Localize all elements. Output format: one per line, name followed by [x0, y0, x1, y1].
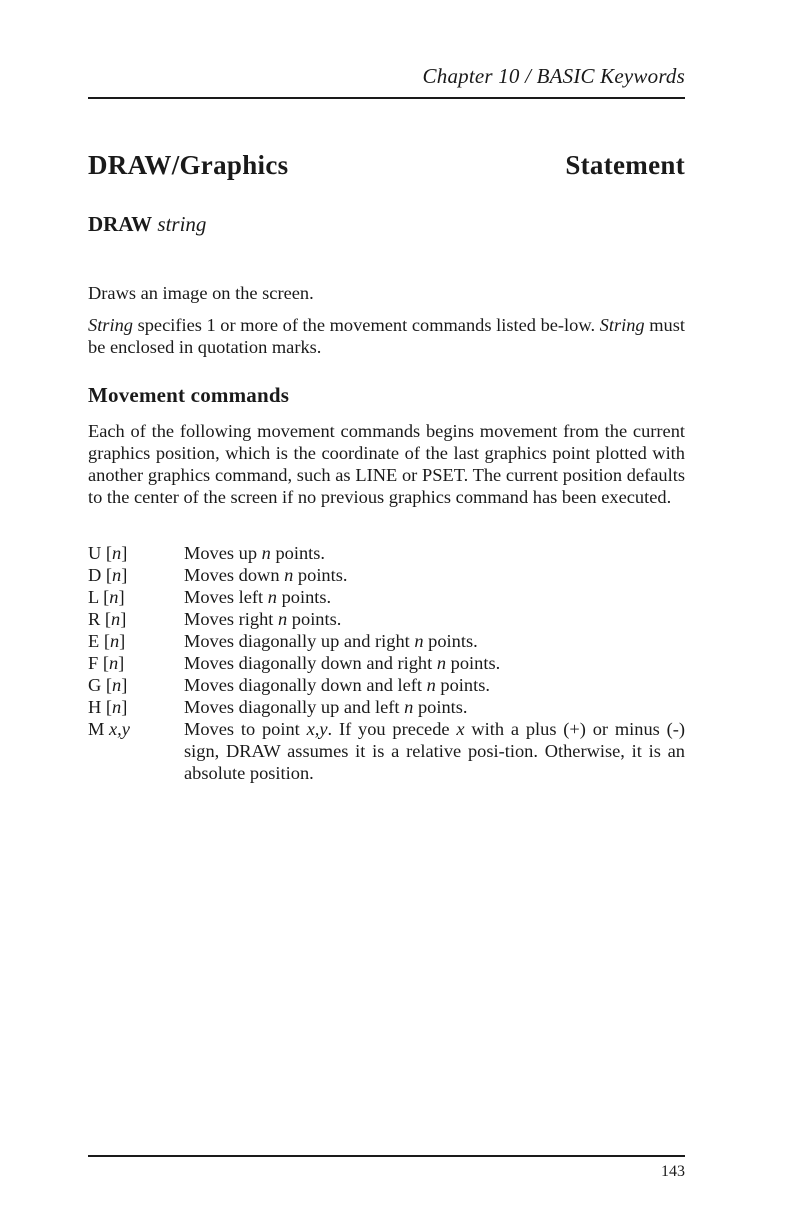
command-row — [88, 542, 685, 564]
page-number: 143 — [661, 1163, 685, 1180]
manual-page — [88, 0, 685, 1211]
command-key: L [n] — [88, 587, 125, 607]
command-key: M x,y — [88, 719, 130, 739]
command-row — [88, 608, 685, 630]
summary-paragraph: Draws an image on the screen. — [88, 283, 314, 303]
string-paragraph — [88, 314, 685, 358]
command-description: Moves diagonally down and left n points. — [184, 675, 490, 695]
header-rule — [88, 97, 685, 99]
command-description: Moves diagonally down and right n points. — [184, 653, 501, 673]
command-row — [88, 652, 685, 674]
syntax-keyword: DRAW — [88, 212, 153, 236]
movement-paragraph: Each of the following movement commands begins movement from the current graphics position, which is the coordinate of the last graphics point plotted with another graphics command, such as LINE or PSET. The current position defaults to the center of the screen if no previous graphics command has been executed. — [88, 421, 685, 507]
command-description: Moves diagonally up and right n points. — [184, 631, 478, 651]
string-desc-part-1: specifies 1 or more of the movement commands listed be-low. — [132, 315, 600, 335]
syntax-line — [88, 212, 206, 237]
command-key: H [n] — [88, 697, 128, 717]
string-desc-part-2: must be enclosed in quotation marks. — [88, 315, 685, 357]
command-description: Moves left n points. — [184, 587, 332, 607]
string-word: String — [88, 315, 133, 335]
command-row — [88, 630, 685, 652]
command-description: Moves right n points. — [184, 609, 342, 629]
command-key: R [n] — [88, 609, 127, 629]
command-key: U [n] — [88, 543, 128, 563]
command-row — [88, 586, 685, 608]
command-key: D [n] — [88, 565, 128, 585]
string-word-repeat: String — [599, 315, 645, 335]
command-description: Moves to point x,y. If you precede x with a plus (+) or minus (-) sign, DRAW assumes it is a relative posi-tion. Otherwise, it is an absolute position. — [184, 719, 685, 783]
command-key: E [n] — [88, 631, 126, 651]
command-key: F [n] — [88, 653, 125, 673]
entry-type: Statement — [565, 150, 685, 180]
footer-rule — [88, 1155, 685, 1157]
command-description: Moves diagonally up and left n points. — [184, 697, 468, 717]
command-list — [88, 542, 685, 784]
command-key: G [n] — [88, 675, 128, 695]
syntax-argument: string — [157, 212, 207, 236]
command-row — [88, 696, 685, 718]
command-description: Moves down n points. — [184, 565, 348, 585]
command-row — [88, 674, 685, 696]
command-description: Moves up n points. — [184, 543, 326, 563]
running-header: Chapter 10 / BASIC Keywords — [422, 64, 685, 88]
section-heading: Movement commands — [88, 383, 290, 407]
command-row-move — [88, 718, 685, 784]
entry-title: DRAW/Graphics — [88, 150, 289, 180]
command-row — [88, 564, 685, 586]
entry-title-row — [88, 150, 685, 186]
